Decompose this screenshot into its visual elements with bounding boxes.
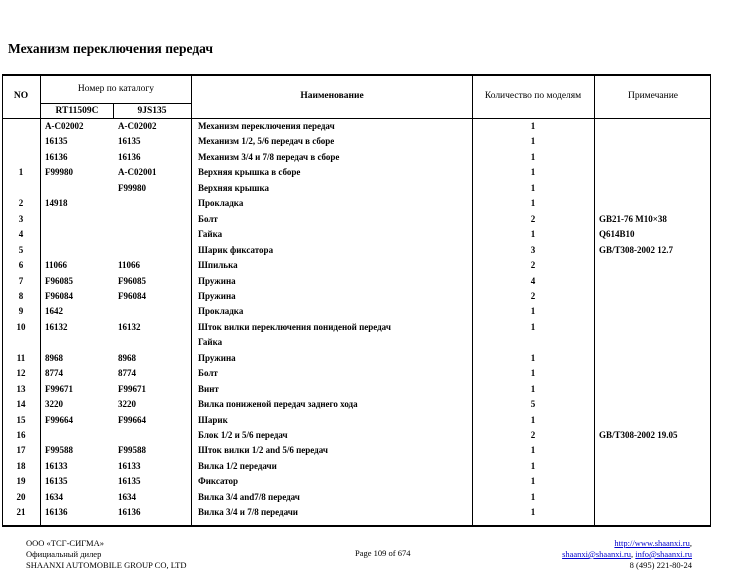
part-name: Вилка пониженой передач заднего хода: [198, 399, 358, 410]
row-number: 13: [16, 383, 26, 394]
row-number: 9: [18, 306, 24, 317]
catalog-rt: F96084: [45, 290, 73, 301]
quantity: 1: [530, 321, 536, 332]
quantity: 1: [530, 368, 536, 379]
note: Q614B10: [599, 229, 635, 240]
part-name: Винт: [198, 383, 219, 394]
page-number: Page 109 of 674: [355, 548, 411, 558]
catalog-rt: F99980: [45, 167, 73, 178]
quantity: 1: [530, 460, 536, 471]
quantity: 1: [530, 151, 536, 162]
table-row: [2, 461, 711, 477]
row-number: 5: [18, 244, 24, 255]
catalog-rt: 16133: [45, 460, 68, 471]
separator: ,: [631, 549, 636, 559]
quantity: 2: [530, 430, 536, 440]
quantity: 1: [530, 476, 536, 487]
table-row: [2, 445, 711, 461]
quantity: 1: [530, 445, 536, 456]
quantity: 2: [530, 290, 536, 301]
row-number: 15: [16, 414, 26, 425]
quantity: 1: [530, 306, 536, 317]
catalog-rt: F99671: [45, 383, 73, 394]
catalog-9js: F99671: [118, 383, 146, 394]
quantity: 3: [530, 244, 536, 255]
table-row: [2, 136, 711, 152]
part-name: Болт: [198, 368, 218, 379]
row-number: 8: [18, 290, 24, 301]
header-note: Примечание: [627, 91, 679, 101]
quantity: 2: [530, 260, 536, 271]
part-name: Гайка: [198, 229, 223, 240]
row-number: 11: [16, 352, 26, 363]
quantity: 1: [530, 229, 536, 240]
table-row: [2, 121, 711, 137]
catalog-rt: 8774: [45, 368, 63, 379]
part-name: Шарик фиксатора: [198, 244, 274, 255]
table-row: [2, 229, 711, 245]
header-catalog: Номер по каталогу: [77, 84, 155, 94]
catalog-9js: 11066: [118, 260, 141, 271]
catalog-9js: F96085: [118, 275, 146, 286]
part-name: Пружина: [198, 352, 236, 363]
header-qty: Количество по моделям: [484, 91, 582, 101]
catalog-rt: 3220: [45, 399, 63, 410]
phone: 8 (495) 221-80-24: [629, 560, 692, 570]
footer-dealer: Официальный дилер: [26, 549, 102, 559]
table-row: [2, 167, 711, 183]
catalog-rt: 16136: [45, 507, 68, 518]
catalog-rt: 1642: [45, 306, 63, 317]
catalog-rt: 14918: [45, 198, 68, 209]
row-number: 6: [18, 260, 24, 271]
row-number: 10: [16, 321, 26, 332]
quantity: 4: [530, 275, 536, 286]
page-title: Механизм переключения передач: [8, 41, 213, 56]
grid-line: [40, 103, 191, 104]
part-name: Шпилька: [198, 260, 238, 271]
quantity: 1: [530, 182, 536, 193]
part-name: Пружина: [198, 275, 236, 286]
catalog-rt: 16135: [45, 476, 68, 487]
quantity: 1: [530, 414, 536, 425]
row-number: 19: [16, 476, 26, 487]
row-number: 7: [18, 275, 24, 286]
table-row: [2, 399, 711, 415]
email-link-shaanxi[interactable]: shaanxi@shaanxi.ru: [562, 549, 632, 559]
part-name: Вилка 3/4 и 7/8 передачи: [198, 507, 298, 518]
table-row: [2, 430, 711, 446]
part-name: Шток вилки 1/2 and 5/6 передач: [198, 445, 328, 456]
catalog-rt: 16132: [45, 321, 68, 332]
row-number: 12: [16, 368, 26, 379]
header-col-9js: 9JS135: [137, 106, 167, 116]
table-row: [2, 476, 711, 492]
catalog-9js: 16133: [118, 460, 141, 471]
catalog-9js: F99980: [118, 182, 146, 193]
footer-contacts: [562, 538, 692, 571]
site-link[interactable]: http://www.shaanxi.ru: [614, 538, 690, 548]
table-row: [2, 276, 711, 292]
part-name: Верхняя крышка в сборе: [198, 167, 301, 178]
part-name: Вилка 1/2 передачи: [198, 460, 277, 471]
footer-group: SHAANXI AUTOMOBILE GROUP CO, LTD: [26, 560, 187, 570]
note: GB21-76 M10×38: [599, 213, 667, 224]
quantity: 1: [530, 491, 536, 502]
note: GB/T308-2002 12.7: [599, 244, 674, 255]
catalog-rt: 16135: [45, 136, 68, 147]
catalog-9js: F99588: [118, 445, 146, 456]
table-row: [2, 198, 711, 214]
table-row: [2, 368, 711, 384]
part-name: Блок 1/2 и 5/6 передач: [198, 430, 288, 440]
catalog-rt: 11066: [45, 260, 68, 271]
table-row: [2, 353, 711, 369]
catalog-9js: A-C02002: [118, 121, 157, 131]
row-number: 14: [16, 399, 26, 410]
table-row: [2, 507, 711, 523]
part-name: Фиксатор: [198, 476, 239, 487]
catalog-rt: F99664: [45, 414, 73, 425]
part-name: Верхняя крышка: [198, 182, 270, 193]
part-name: Механизм переключения передач: [198, 121, 335, 131]
quantity: 1: [530, 383, 536, 394]
part-name: Механизм 1/2, 5/6 передач в сборе: [198, 136, 335, 147]
row-number: 1: [18, 167, 24, 178]
part-name: Прокладка: [198, 198, 244, 209]
part-name: Шарик: [198, 414, 228, 425]
row-number: 3: [18, 213, 24, 224]
row-number: 16: [16, 430, 26, 440]
catalog-9js: 16136: [118, 151, 141, 162]
catalog-9js: 8968: [118, 352, 136, 363]
table-row: [2, 384, 711, 400]
table-row: [2, 337, 711, 353]
catalog-rt: 1634: [45, 491, 63, 502]
row-number: 17: [16, 445, 26, 456]
quantity: 1: [530, 352, 536, 363]
catalog-rt: A-C02002: [45, 121, 84, 131]
row-number: 4: [18, 229, 24, 240]
table-bottom-rule: [2, 525, 711, 527]
catalog-9js: 16132: [118, 321, 141, 332]
grid-line: [113, 103, 114, 118]
catalog-rt: F96085: [45, 275, 73, 286]
table-row: [2, 492, 711, 508]
header-no: NO: [13, 91, 29, 101]
table-row: [2, 260, 711, 276]
catalog-9js: F96084: [118, 290, 146, 301]
part-name: Болт: [198, 213, 218, 224]
table-top-rule: [2, 74, 711, 76]
footer-company: [26, 538, 187, 571]
part-name: Гайка: [198, 337, 223, 348]
catalog-rt: 8968: [45, 352, 63, 363]
quantity: 2: [530, 213, 536, 224]
grid-line: [2, 118, 711, 119]
table-row: [2, 322, 711, 338]
catalog-9js: A-C02001: [118, 167, 157, 178]
catalog-rt: 16136: [45, 151, 68, 162]
catalog-9js: 8774: [118, 368, 136, 379]
header-name: Наименование: [300, 91, 364, 101]
catalog-9js: 16135: [118, 136, 141, 147]
part-name: Вилка 3/4 and7/8 передач: [198, 491, 300, 502]
table-row: [2, 214, 711, 230]
table-row: [2, 306, 711, 322]
catalog-9js: 1634: [118, 491, 136, 502]
part-name: Механизм 3/4 и 7/8 передач в сборе: [198, 151, 340, 162]
part-name: Шток вилки переключения пониденой передач: [198, 321, 391, 332]
catalog-9js: 16136: [118, 507, 141, 518]
table-row: [2, 245, 711, 261]
note: GB/T308-2002 19.05: [599, 430, 678, 440]
quantity: 1: [530, 136, 536, 147]
header-col-rt: RT11509C: [55, 106, 99, 116]
catalog-9js: 3220: [118, 399, 136, 410]
separator: ,: [689, 538, 692, 548]
footer-company-name: ООО «ТСГ-СИГМА»: [26, 538, 104, 548]
part-name: Пружина: [198, 290, 236, 301]
table-row: [2, 152, 711, 168]
table-row: [2, 291, 711, 307]
part-name: Прокладка: [198, 306, 244, 317]
quantity: 1: [530, 121, 536, 131]
email-link-info[interactable]: info@shaanxi.ru: [635, 549, 692, 559]
catalog-rt: F99588: [45, 445, 73, 456]
row-number: 2: [18, 198, 24, 209]
quantity: 1: [530, 198, 536, 209]
table-row: [2, 183, 711, 199]
table-row: [2, 415, 711, 431]
catalog-9js: F99664: [118, 414, 146, 425]
quantity: 5: [530, 399, 536, 410]
row-number: 20: [16, 491, 26, 502]
catalog-9js: 16135: [118, 476, 141, 487]
quantity: 1: [530, 167, 536, 178]
row-number: 18: [16, 460, 26, 471]
row-number: 21: [16, 507, 26, 518]
quantity: 1: [530, 507, 536, 518]
